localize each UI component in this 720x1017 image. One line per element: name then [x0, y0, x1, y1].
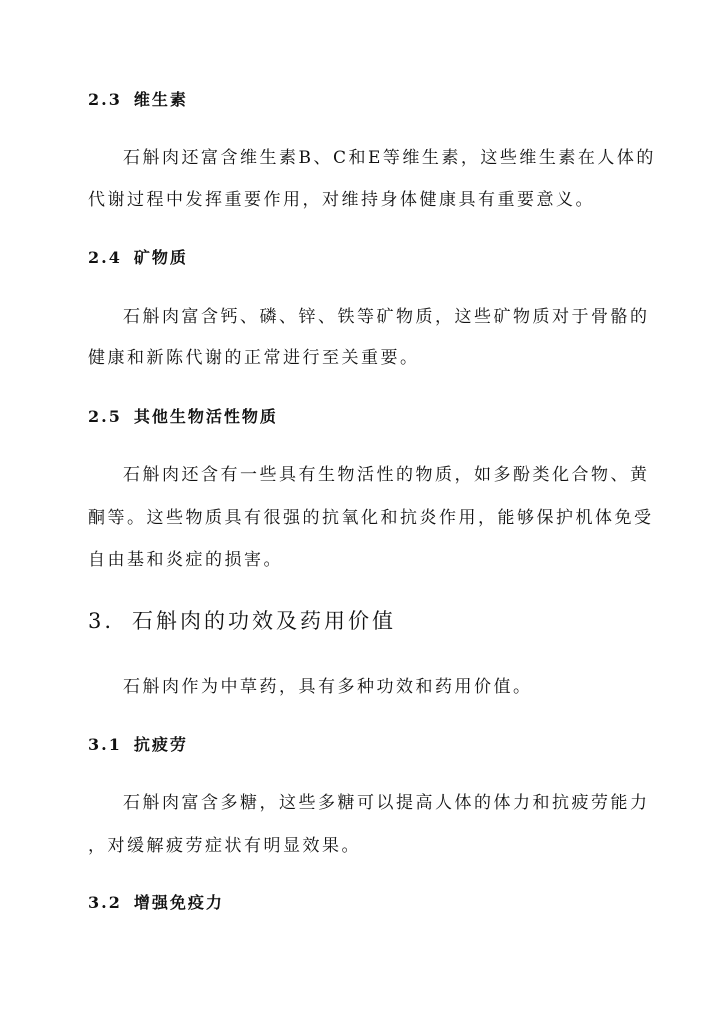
paragraph-line: 石斛肉还含有一些具有生物活性的物质，如多酚类化合物、黄	[123, 465, 650, 485]
heading-text: 石斛肉的功效及药用价值	[132, 609, 397, 633]
heading-text: 抗疲劳	[133, 735, 188, 754]
paragraph-line: 酮等。这些物质具有很强的抗氧化和抗炎作用，能够保护机体免受	[88, 508, 654, 528]
section-heading-2-3	[88, 88, 636, 112]
heading-text: 增强免疫力	[133, 893, 224, 912]
heading-text: 矿物质	[133, 248, 188, 267]
section-heading-2-4	[88, 246, 636, 270]
paragraph-line: 石斛肉作为中草药，具有多种功效和药用价值。	[123, 677, 533, 697]
heading-text: 维生素	[133, 90, 188, 109]
heading-number: 2.3	[88, 90, 122, 109]
heading-number: 3.	[88, 609, 115, 633]
heading-text: 其他生物活性物质	[133, 407, 278, 426]
paragraph-line: 石斛肉富含多糖，这些多糖可以提高人体的体力和抗疲劳能力	[123, 793, 650, 813]
heading-number: 3.2	[88, 893, 122, 912]
paragraph-line: 代谢过程中发挥重要作用，对维持身体健康具有重要意义。	[88, 190, 595, 210]
paragraph-line: 自由基和炎症的损害。	[88, 550, 283, 570]
paragraph-line: 石斛肉还富含维生素B、C和E等维生素，这些维生素在人体的	[123, 148, 656, 168]
chapter-heading-3	[88, 606, 636, 636]
heading-number: 2.4	[88, 248, 122, 267]
paragraph-line: 石斛肉富含钙、磷、锌、铁等矿物质，这些矿物质对于骨骼的	[123, 307, 650, 327]
paragraph-line: 健康和新陈代谢的正常进行至关重要。	[88, 348, 420, 368]
paragraph-line: ，对缓解疲劳症状有明显效果。	[88, 836, 361, 856]
section-heading-3-1	[88, 733, 636, 757]
heading-number: 3.1	[88, 735, 122, 754]
heading-number: 2.5	[88, 407, 122, 426]
section-heading-2-5	[88, 405, 636, 429]
section-heading-3-2	[88, 891, 636, 915]
